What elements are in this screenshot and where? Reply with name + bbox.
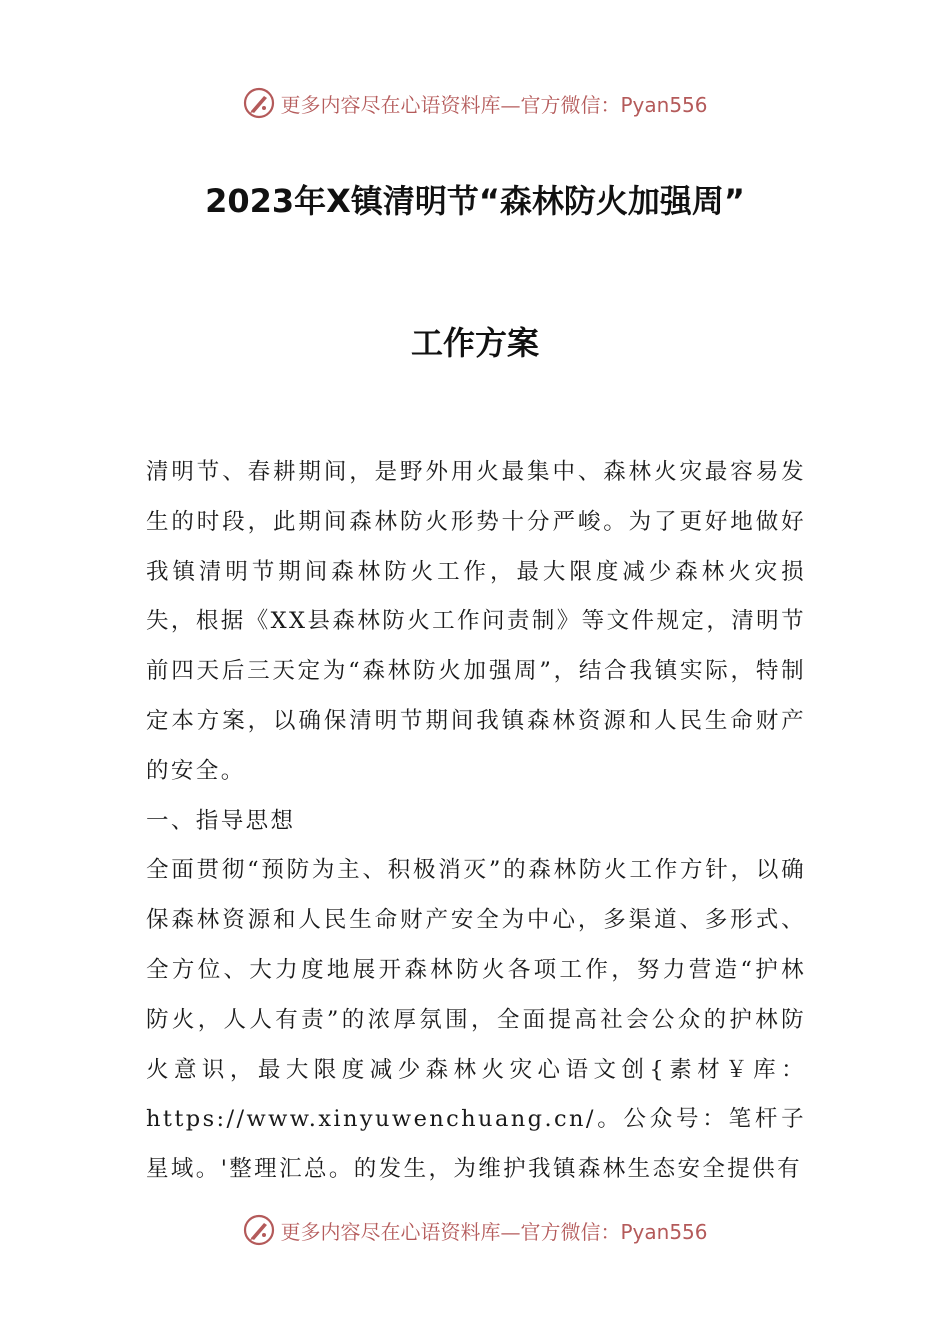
document-title: 2023年X镇清明节“森林防火加强周” xyxy=(205,182,745,220)
pen-logo-icon xyxy=(242,86,276,120)
document-subtitle: 工作方案 xyxy=(410,324,539,362)
header-watermark xyxy=(0,83,950,123)
pen-logo-icon xyxy=(242,1213,276,1247)
document-body xyxy=(146,448,806,1195)
watermark-text: 更多内容尽在心语资料库—官方微信：Pyan556 xyxy=(280,92,708,117)
paragraph-intro: 清明节、春耕期间，是野外用火最集中、森林火灾最容易发生的时段，此期间森林防火形势十分严峻。为了更好地做好我镇清明节期间森林防火工作，最大限度减少森林火灾损失，根据《XX县森林防火工作问责制》等文件规定，清明节前四天后三天定为“森林防火加强周”，结合我镇实际，特制定本方案，以确保清明节期间我镇森林资源和人民生命财产的安全。 xyxy=(146,459,806,784)
watermark-text: 更多内容尽在心语资料库—官方微信：Pyan556 xyxy=(280,1219,708,1244)
footer-watermark xyxy=(0,1210,950,1250)
paragraph-guiding-ideology: 全面贯彻“预防为主、积极消灭”的森林防火工作方针，以确保森林资源和人民生命财产安全为中心，多渠道、多形式、全方位、大力度地展开森林防火各项工作，努力营造“护林防火，人人有责”的浓厚氛围，全面提高社会公众的护林防火意识，最大限度减少森林火灾心语文创{素材￥库：https://www.xinyuwenchuang.cn/。公众号：笔杆子星域。'整理汇总。的发生，为维护我镇森林生态安全提供有 xyxy=(146,857,806,1183)
section-heading-guiding-ideology: 一、指导思想 xyxy=(146,807,296,834)
